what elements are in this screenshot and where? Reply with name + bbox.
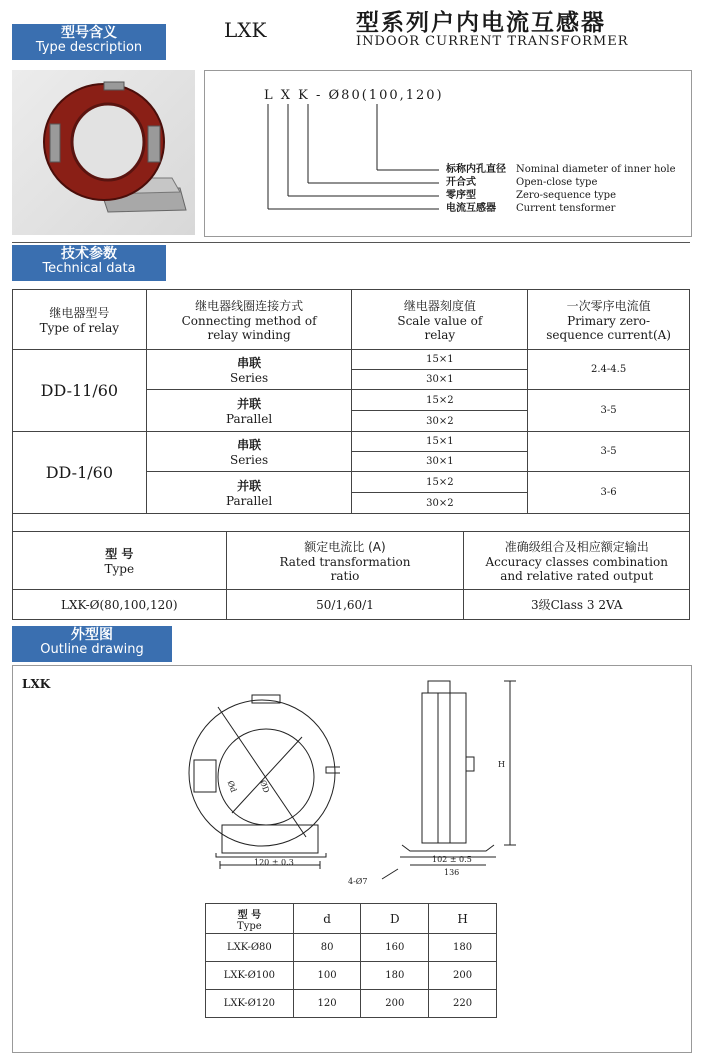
header-en: Rated transformation ratio bbox=[279, 555, 411, 583]
connection-cell bbox=[146, 472, 352, 514]
type-legend bbox=[446, 163, 676, 215]
dim-d-cell: 120 bbox=[293, 990, 361, 1018]
rating-table bbox=[12, 531, 690, 620]
rating-header-type bbox=[13, 532, 227, 590]
legend-item bbox=[446, 176, 676, 189]
legend-cn: 标称内孔直径 bbox=[446, 164, 506, 175]
outline-drawing-tab-cn: 外型图 bbox=[71, 627, 113, 643]
relay-name: DD-11/60 bbox=[13, 350, 147, 432]
model-title: LXK bbox=[224, 18, 267, 42]
legend-en: Open-close type bbox=[516, 177, 598, 188]
legend-en: Nominal diameter of inner hole bbox=[516, 164, 676, 175]
technical-data-tab bbox=[12, 245, 166, 281]
scale-cell: 30×2 bbox=[352, 411, 528, 432]
legend-item bbox=[446, 189, 676, 202]
dim-H-cell: 180 bbox=[429, 934, 497, 962]
legend-cn: 零序型 bbox=[446, 190, 476, 201]
relay-table bbox=[12, 289, 690, 534]
header-cn: 额定电流比 (A) bbox=[304, 540, 386, 554]
dim-inner: Ød bbox=[225, 779, 239, 794]
scale-cell: 30×1 bbox=[352, 452, 528, 472]
dim-H-cell: 200 bbox=[429, 962, 497, 990]
outline-drawing-tab-en: Outline drawing bbox=[40, 641, 144, 657]
dim-base-outer: 136 bbox=[444, 868, 460, 877]
header-en: Type bbox=[237, 920, 262, 932]
outer-circle bbox=[189, 700, 335, 846]
page-title-en: INDOOR CURRENT TRANSFORMER bbox=[356, 34, 629, 49]
header-en: Accuracy classes combination and relative rated output bbox=[485, 555, 668, 583]
outline-drawing-tab bbox=[12, 626, 172, 662]
rating-ratio-cell: 50/1,60/1 bbox=[226, 590, 464, 620]
dim-mount-holes: 4-Ø7 bbox=[348, 877, 368, 886]
header-cn: 继电器线圈连接方式 bbox=[195, 299, 304, 313]
section-rule bbox=[12, 242, 690, 243]
rating-header-ratio bbox=[226, 532, 464, 590]
dim-header-d: d bbox=[293, 904, 361, 934]
legend-cn: 开合式 bbox=[446, 177, 476, 188]
connection-cn: 串联 bbox=[237, 356, 262, 370]
dim-header-H: H bbox=[429, 904, 497, 934]
legend-item bbox=[446, 163, 676, 176]
dim-D-cell: 200 bbox=[361, 990, 429, 1018]
dim-outer: ØD bbox=[258, 778, 271, 795]
dim-header-type bbox=[206, 904, 294, 934]
connection-cn: 并联 bbox=[237, 479, 262, 493]
transformer-photo-illustration bbox=[12, 70, 195, 235]
connection-cn: 并联 bbox=[237, 397, 262, 411]
table-row bbox=[13, 590, 690, 620]
dimension-table bbox=[205, 903, 497, 1018]
dim-header-D: D bbox=[361, 904, 429, 934]
table-row bbox=[13, 432, 690, 452]
inner-circle bbox=[218, 729, 314, 825]
header-en: Primary zero-sequence current(A) bbox=[546, 314, 671, 342]
header-en: Scale value of relay bbox=[397, 314, 483, 342]
scale-cell: 15×2 bbox=[352, 390, 528, 411]
legend-item bbox=[446, 202, 676, 215]
table-row bbox=[13, 350, 690, 370]
dim-H-cell: 220 bbox=[429, 990, 497, 1018]
legend-en: Zero-sequence type bbox=[516, 190, 616, 201]
connection-cell bbox=[146, 390, 352, 432]
scale-cell: 15×1 bbox=[352, 350, 528, 370]
legend-cn: 电流互感器 bbox=[446, 203, 496, 214]
relay-header-current bbox=[528, 290, 690, 350]
table-row bbox=[206, 990, 497, 1018]
header-cn: 型 号 bbox=[105, 547, 134, 561]
page-title-cn: 型系列户内电流互感器 bbox=[356, 10, 606, 36]
type-description-tab bbox=[12, 24, 166, 60]
scale-cell: 15×1 bbox=[352, 432, 528, 452]
drawing-label: LXK bbox=[22, 677, 51, 691]
dim-width: 120 ± 0.3 bbox=[254, 858, 294, 867]
header-cn: 继电器刻度值 bbox=[403, 299, 476, 313]
header-cn: 准确级组合及相应额定输出 bbox=[504, 540, 649, 554]
dim-d-cell: 80 bbox=[293, 934, 361, 962]
dim-height: H bbox=[498, 760, 505, 769]
rating-accuracy-cell: 3级Class 3 2VA bbox=[464, 590, 690, 620]
connection-en: Series bbox=[229, 371, 269, 385]
relay-header-connect bbox=[146, 290, 352, 350]
type-description-tab-en: Type description bbox=[35, 39, 143, 55]
relay-header-type bbox=[13, 290, 147, 350]
dim-type-cell: LXK-Ø80 bbox=[206, 934, 294, 962]
product-photo bbox=[12, 70, 195, 235]
header-en: Type of relay bbox=[39, 321, 120, 335]
header-en: Type bbox=[104, 562, 135, 576]
connection-en: Parallel bbox=[225, 412, 273, 426]
header-cn: 型 号 bbox=[237, 909, 262, 921]
dim-D-cell: 180 bbox=[361, 962, 429, 990]
dim-D-cell: 160 bbox=[361, 934, 429, 962]
type-code: L X K - Ø80(100,120) bbox=[264, 88, 444, 103]
connection-en: Parallel bbox=[225, 494, 273, 508]
legend-en: Current tensformer bbox=[516, 203, 616, 214]
connection-cell bbox=[146, 432, 352, 472]
dim-type-cell: LXK-Ø100 bbox=[206, 962, 294, 990]
header-en: Connecting method of relay winding bbox=[181, 314, 317, 342]
current-cell: 3-5 bbox=[528, 390, 690, 432]
relay-name: DD-1/60 bbox=[13, 432, 147, 514]
connection-en: Series bbox=[229, 453, 269, 467]
relay-header-scale bbox=[352, 290, 528, 350]
dim-base-inner: 102 ± 0.5 bbox=[432, 855, 472, 864]
type-description-tab-cn: 型号含义 bbox=[61, 25, 117, 41]
current-cell: 3-5 bbox=[528, 432, 690, 472]
rating-header-accuracy bbox=[464, 532, 690, 590]
current-cell: 2.4-4.5 bbox=[528, 350, 690, 390]
header-cn: 继电器型号 bbox=[49, 306, 110, 320]
connection-cn: 串联 bbox=[237, 438, 262, 452]
dim-type-cell: LXK-Ø120 bbox=[206, 990, 294, 1018]
scale-cell: 15×2 bbox=[352, 472, 528, 493]
table-row bbox=[206, 962, 497, 990]
rating-type-cell: LXK-Ø(80,100,120) bbox=[13, 590, 227, 620]
table-row bbox=[206, 934, 497, 962]
side-view-drawing bbox=[380, 675, 530, 880]
technical-data-tab-en: Technical data bbox=[42, 260, 136, 276]
header-cn: 一次零序电流值 bbox=[566, 299, 651, 313]
connection-cell bbox=[146, 350, 352, 390]
dim-d-cell: 100 bbox=[293, 962, 361, 990]
scale-cell: 30×2 bbox=[352, 493, 528, 514]
current-cell: 3-6 bbox=[528, 472, 690, 514]
scale-cell: 30×1 bbox=[352, 370, 528, 390]
technical-data-tab-cn: 技术参数 bbox=[61, 246, 117, 262]
